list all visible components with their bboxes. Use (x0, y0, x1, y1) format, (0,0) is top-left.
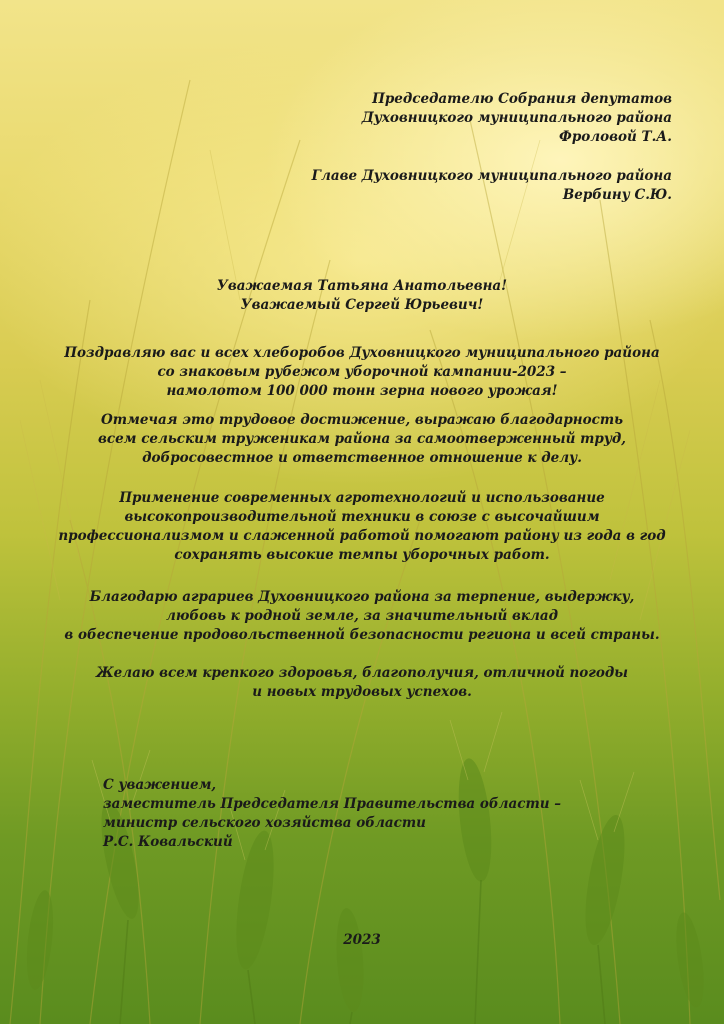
addressee-line: Вербину С.Ю. (562, 187, 672, 203)
addressee-line: Главе Духовницкого муниципального района (311, 168, 672, 184)
paragraph-line: Благодарю аграриев Духовницкого района за терпение, выдержку, (89, 589, 635, 605)
signature-line: заместитель Председателя Правительства области – (103, 796, 562, 812)
addressee-line: Фроловой Т.А. (559, 129, 672, 145)
paragraph-line: Отмечая это трудовое достижение, выражаю благодарность (100, 412, 624, 428)
paragraph-line: высокопроизводительной техники в союзе с высочайшим (124, 509, 600, 525)
year (0, 931, 724, 950)
paragraph-line: со знаковым рубежом уборочной кампании-2023 – (157, 364, 567, 380)
paragraph-line: Желаю всем крепкого здоровья, благополучия, отличной погоды (95, 665, 629, 681)
paragraph-line: добросовестное и ответственное отношение к делу. (142, 450, 582, 466)
signature-block (103, 776, 561, 852)
paragraph-line: Применение современных агротехнологий и использование (119, 490, 605, 506)
signature-line: С уважением, (103, 777, 217, 793)
paragraph-thanks (0, 588, 724, 645)
paragraph-line: профессионализмом и слаженной работой помогают району из года в год (58, 528, 666, 544)
paragraph-line: и новых трудовых успехов. (252, 684, 472, 700)
salutation-line: Уважаемый Сергей Юрьевич! (240, 297, 484, 313)
addressee-head (312, 167, 672, 205)
paragraph-gratitude (0, 411, 724, 468)
paragraph-technology (0, 489, 724, 565)
salutation-line: Уважаемая Татьяна Анатольевна! (216, 278, 508, 294)
paragraph-line: в обеспечение продовольственной безопасности региона и всей страны. (64, 627, 660, 643)
salutation (0, 277, 724, 315)
paragraph-wishes (0, 664, 724, 702)
paragraph-line: Поздравляю вас и всех хлеборобов Духовницкого муниципального района (64, 345, 660, 361)
paragraph-line: любовь к родной земле, за значительный вклад (165, 608, 559, 624)
signature-line: министр сельского хозяйства области (103, 815, 426, 831)
paragraph-congratulation (0, 344, 724, 401)
addressee-line: Духовницкого муниципального района (361, 110, 672, 126)
signature-line: Р.С. Ковальский (103, 834, 233, 850)
addressee-line: Председателю Собрания депутатов (372, 91, 672, 107)
paragraph-line: всем сельским труженикам района за самоотверженный труд, (98, 431, 626, 447)
paragraph-line: намолотом 100 000 тонн зерна нового урожая! (166, 383, 558, 399)
addressee-chairman (362, 90, 672, 147)
paragraph-line: сохранять высокие темпы уборочных работ. (174, 547, 550, 563)
year-text: 2023 (343, 932, 381, 948)
